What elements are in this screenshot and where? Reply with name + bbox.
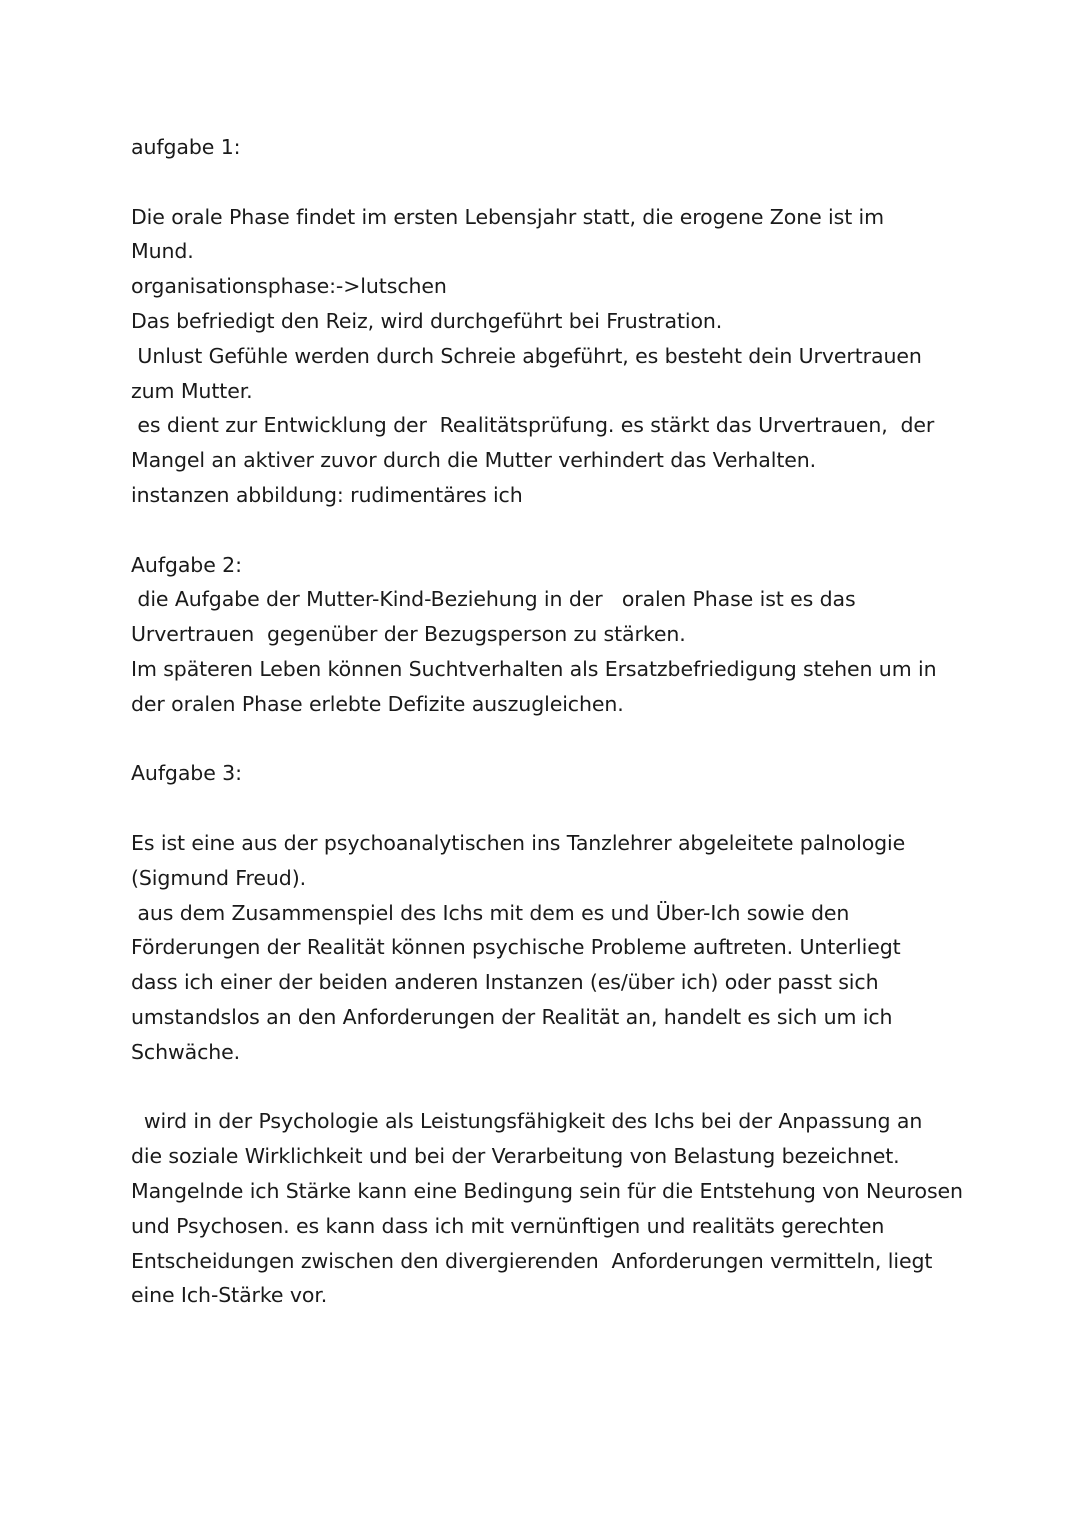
text-line: Mund. [131,239,194,264]
text-line: Entscheidungen zwischen den divergierenden Anforderungen vermitteln, liegt [131,1248,933,1273]
text-line: organisationsphase:->lutschen [131,274,447,299]
text-line: Schwäche. [131,1039,241,1064]
text-line: Urvertrauen gegenüber der Bezugsperson zu stärken. [131,622,686,647]
text-line: (Sigmund Freud). [131,865,307,890]
blank-line [131,1070,961,1105]
text-line: eine Ich-Stärke vor. [131,1283,328,1308]
text-line: aus dem Zusammenspiel des Ichs mit dem es und Über-Ich sowie den [131,900,850,925]
blank-line [131,722,961,757]
heading-aufgabe-3: Aufgabe 3: [131,761,242,786]
text-line: Im späteren Leben können Suchtverhalten als Ersatzbefriedigung stehen um in [131,656,937,681]
blank-line [131,791,961,826]
text-line: die soziale Wirklichkeit und bei der Verarbeitung von Belastung bezeichnet. [131,1144,900,1169]
text-line: Es ist eine aus der psychoanalytischen ins Tanzlehrer abgeleitete palnologie [131,830,906,855]
document-body [131,130,961,1313]
heading-aufgabe-1: aufgabe 1: [131,135,241,159]
text-line: die Aufgabe der Mutter-Kind-Beziehung in der oralen Phase ist es das [131,587,856,612]
heading-aufgabe-2: Aufgabe 2: [131,552,242,577]
blank-line [131,165,961,200]
text-line: Das befriedigt den Reiz, wird durchgeführt bei Frustration. [131,308,723,333]
blank-line [131,513,961,548]
text-line: instanzen abbildung: rudimentäres ich [131,482,523,507]
text-line: Die orale Phase findet im ersten Lebensjahr statt, die erogene Zone ist im [131,204,885,229]
text-line: dass ich einer der beiden anderen Instanzen (es/über ich) oder passt sich [131,970,879,995]
text-line: es dient zur Entwicklung der Realitätsprüfung. es stärkt das Urvertrauen, der [131,413,935,438]
text-line: wird in der Psychologie als Leistungsfähigkeit des Ichs bei der Anpassung an [131,1109,923,1134]
text-line: Mangel an aktiver zuvor durch die Mutter verhindert das Verhalten. [131,448,817,473]
text-line: umstandslos an den Anforderungen der Realität an, handelt es sich um ich [131,1004,893,1029]
text-line: und Psychosen. es kann dass ich mit vernünftigen und realitäts gerechten [131,1213,885,1238]
text-line: der oralen Phase erlebte Defizite auszugleichen. [131,691,624,716]
text-line: Unlust Gefühle werden durch Schreie abgeführt, es besteht dein Urvertrauen [131,343,922,368]
text-line: zum Mutter. [131,378,253,403]
text-line: Förderungen der Realität können psychische Probleme auftreten. Unterliegt [131,935,901,960]
text-line: Mangelnde ich Stärke kann eine Bedingung sein für die Entstehung von Neurosen [131,1178,963,1203]
